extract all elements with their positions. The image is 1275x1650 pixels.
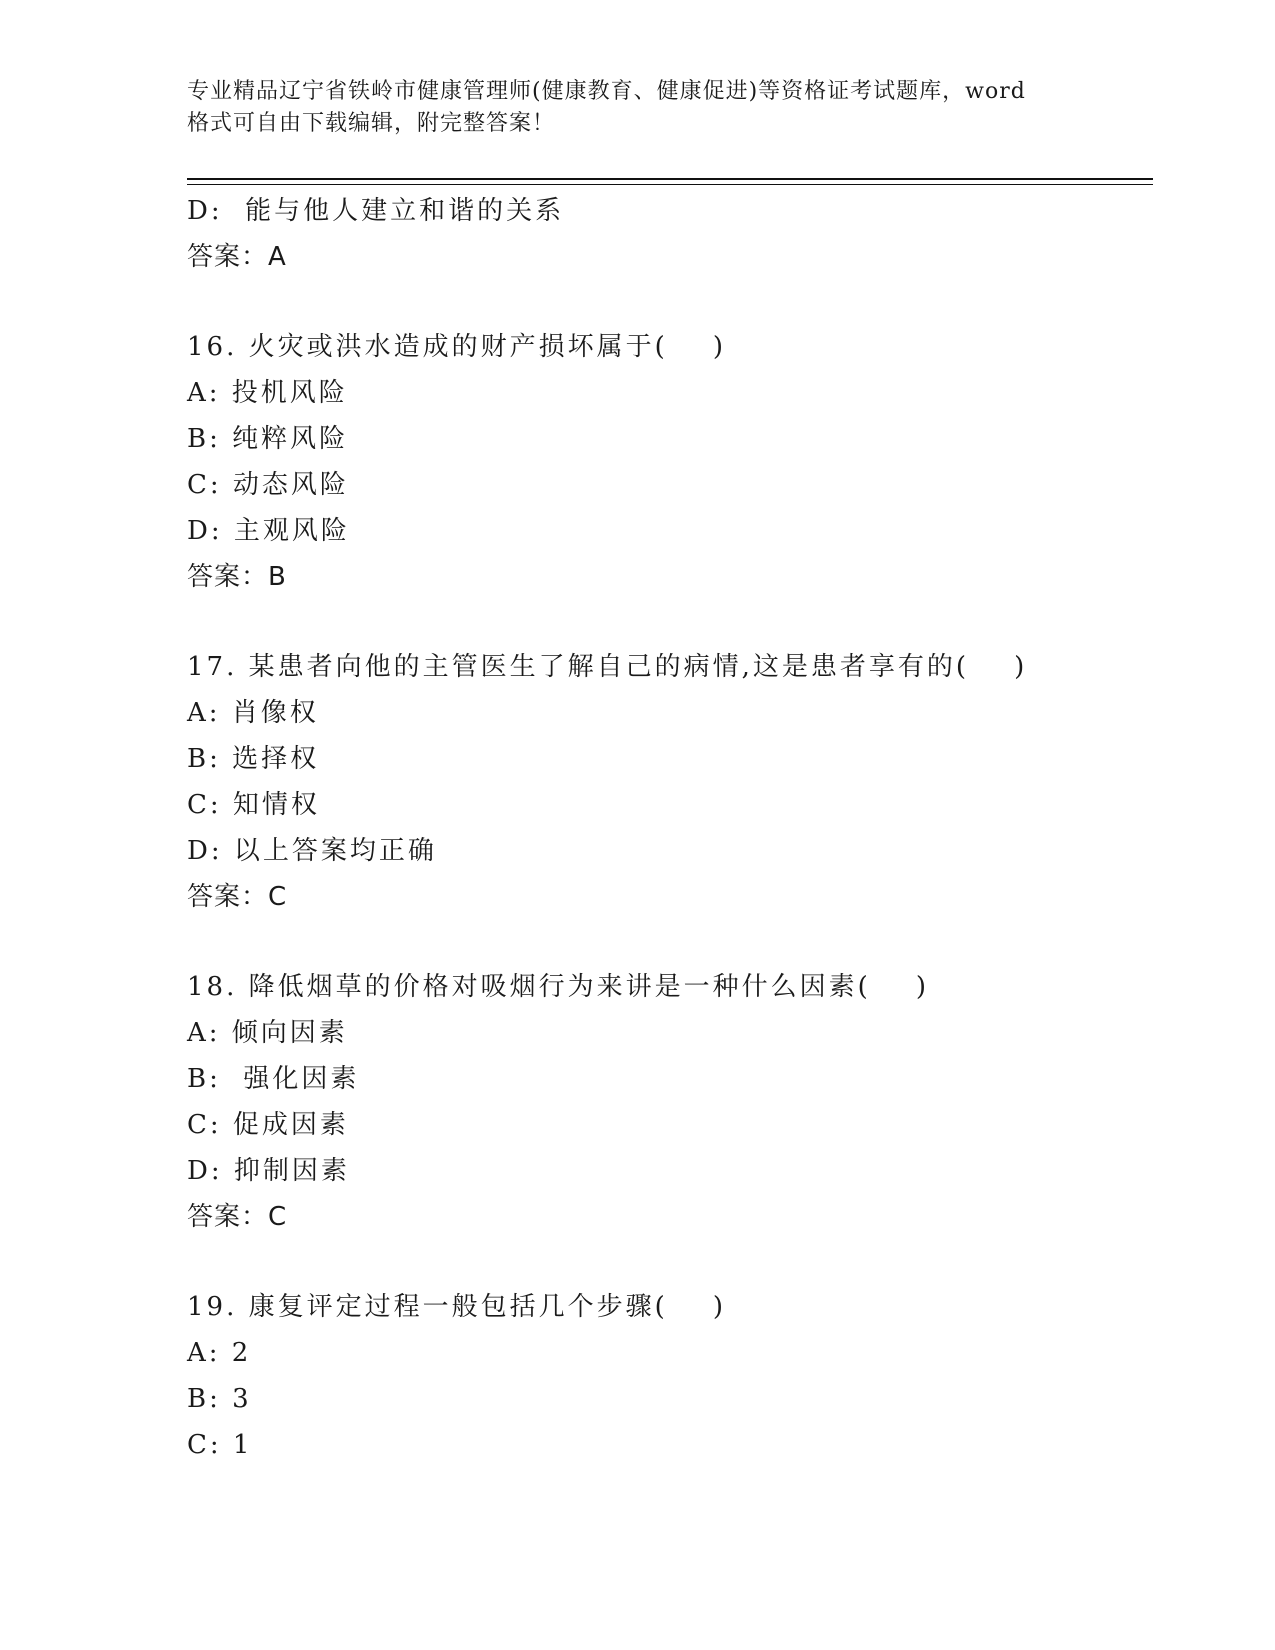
option-c: C: 促成因素 xyxy=(187,1110,349,1140)
question-stem: 18. 降低烟草的价格对吸烟行为来讲是一种什么因素( ) xyxy=(187,972,929,1002)
option-d: D: 抑制因素 xyxy=(187,1156,350,1186)
question-stem: 17. 某患者向他的主管医生了解自己的病情,这是患者享有的( ) xyxy=(187,652,1028,682)
question-18 xyxy=(187,964,1153,1240)
option-d: D: 以上答案均正确 xyxy=(187,836,437,866)
question-stem: 19. 康复评定过程一般包括几个步骤( ) xyxy=(187,1292,726,1322)
question-stem: 16. 火灾或洪水造成的财产损坏属于( ) xyxy=(187,332,726,362)
option-a: A: 倾向因素 xyxy=(187,1018,348,1048)
answer-line: 答案：B xyxy=(187,562,287,592)
header-line-2: 格式可自由下载编辑，附完整答案！ xyxy=(187,111,556,136)
header-divider-thick xyxy=(187,178,1153,180)
question-17 xyxy=(187,644,1153,920)
option-b: B: 纯粹风险 xyxy=(187,424,349,454)
header-line-1: 专业精品辽宁省铁岭市健康管理师(健康教育、健康促进)等资格证考试题库，word xyxy=(187,79,1026,104)
option-a: A: 肖像权 xyxy=(187,698,319,728)
question-list xyxy=(187,188,1153,1468)
option-c: C: 动态风险 xyxy=(187,470,349,500)
question-19 xyxy=(187,1284,1153,1468)
option-a: A: 2 xyxy=(187,1338,252,1368)
question-15-tail xyxy=(187,188,1153,280)
option-c: C: 知情权 xyxy=(187,790,320,820)
option-d: D: 能与他人建立和谐的关系 xyxy=(187,196,565,226)
answer-line: 答案：C xyxy=(187,882,288,912)
option-a: A: 投机风险 xyxy=(187,378,348,408)
option-b: B: 选择权 xyxy=(187,744,320,774)
answer-line: 答案：C xyxy=(187,1202,288,1232)
document-header xyxy=(187,76,1087,140)
option-b: B: 3 xyxy=(187,1384,252,1414)
answer-line: 答案：A xyxy=(187,242,287,272)
header-divider-thin xyxy=(187,184,1153,185)
option-c: C: 1 xyxy=(187,1430,253,1460)
question-16 xyxy=(187,324,1153,600)
option-d: D: 主观风险 xyxy=(187,516,350,546)
option-b: B: 强化因素 xyxy=(187,1064,360,1094)
